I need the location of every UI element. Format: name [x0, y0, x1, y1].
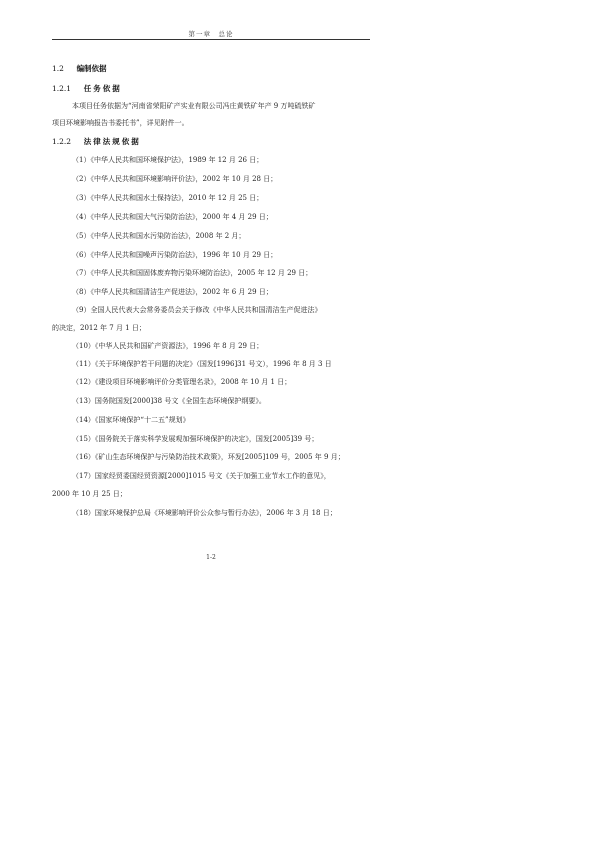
running-header: 第一章 总论: [188, 30, 234, 38]
subsection-title: 任务依据: [83, 84, 122, 93]
subsection-number: 1.2.1: [52, 84, 72, 93]
header-rule: [52, 39, 370, 40]
law-item: （5）《中华人民共和国水污染防治法》，2008 年 2 月；: [72, 232, 246, 240]
law-item: （12）《建设项目环境影响评价分类管理名录》，2008 年 10 月 1 日；: [72, 378, 292, 386]
paragraph-line: 项目环境影响报告书委托书”，详见附件一。: [52, 119, 189, 127]
paragraph-line: 本项目任务依据为“河南省荣阳矿产实业有限公司冯庄黄铁矿年产 9 万吨硫铁矿: [72, 102, 316, 110]
law-item: （14）《国家环境保护“十二五”规划》: [72, 416, 190, 424]
law-item: （13）国务院国发[2000]38 号文《全国生态环境保护纲要》。: [72, 397, 266, 405]
law-item: （11）《关于环境保护若干问题的决定》（国发[1996]31 号文），1996 年 8 月 3 日: [72, 360, 332, 368]
law-item: （7）《中华人民共和国固体废弃物污染环境防治法》，2005 年 12 月 29 日；: [72, 269, 313, 277]
law-item: （4）《中华人民共和国大气污染防治法》，2000 年 4 月 29 日；: [72, 213, 273, 221]
law-item: （10）《中华人民共和国矿产资源法》，1996 年 8 月 29 日；: [72, 342, 264, 350]
section-title: 编制依据: [76, 64, 107, 73]
law-item: （6）《中华人民共和国噪声污染防治法》，1996 年 10 月 29 日；: [72, 251, 278, 259]
law-item-continuation: 的决定，2012 年 7 月 1 日；: [52, 324, 146, 332]
section-number: 1.2: [52, 64, 64, 73]
law-item-continuation: 2000 年 10 月 25 日；: [52, 490, 127, 498]
page-number: 1-2: [206, 554, 216, 561]
law-item: （9）全国人民代表大会常务委员会关于修改《中华人民共和国清洁生产促进法》: [72, 306, 322, 314]
subsection-title: 法律法规依据: [83, 137, 141, 146]
law-item: （1）《中华人民共和国环境保护法》，1989 年 12 月 26 日；: [72, 156, 264, 164]
subsection-heading-laws: [52, 136, 141, 147]
law-item: （8）《中华人民共和国清洁生产促进法》，2002 年 6 月 29 日；: [72, 288, 273, 296]
law-item: （15）《国务院关于落实科学发展观加强环境保护的决定》，国发[2005]39 号；: [72, 435, 319, 443]
law-item: （17）国家经贸委国经贸资源[2000]1015 号文《关于加强工业节水工作的意见》，: [72, 472, 331, 480]
law-item: （16）《矿山生态环境保护与污染防治技术政策》，环发[2005]109 号，2005 年 9 月；: [72, 453, 345, 461]
law-item: （2）《中华人民共和国环境影响评价法》，2002 年 10 月 28 日；: [72, 175, 278, 183]
subsection-number: 1.2.2: [52, 137, 72, 146]
section-heading: [52, 63, 107, 74]
subsection-heading-task-basis: [52, 83, 122, 94]
law-item: （3）《中华人民共和国水土保持法》，2010 年 12 月 25 日；: [72, 194, 264, 202]
law-item: （18）国家环境保护总局《环境影响评价公众参与暂行办法》，2006 年 3 月 18 日；: [72, 509, 337, 517]
